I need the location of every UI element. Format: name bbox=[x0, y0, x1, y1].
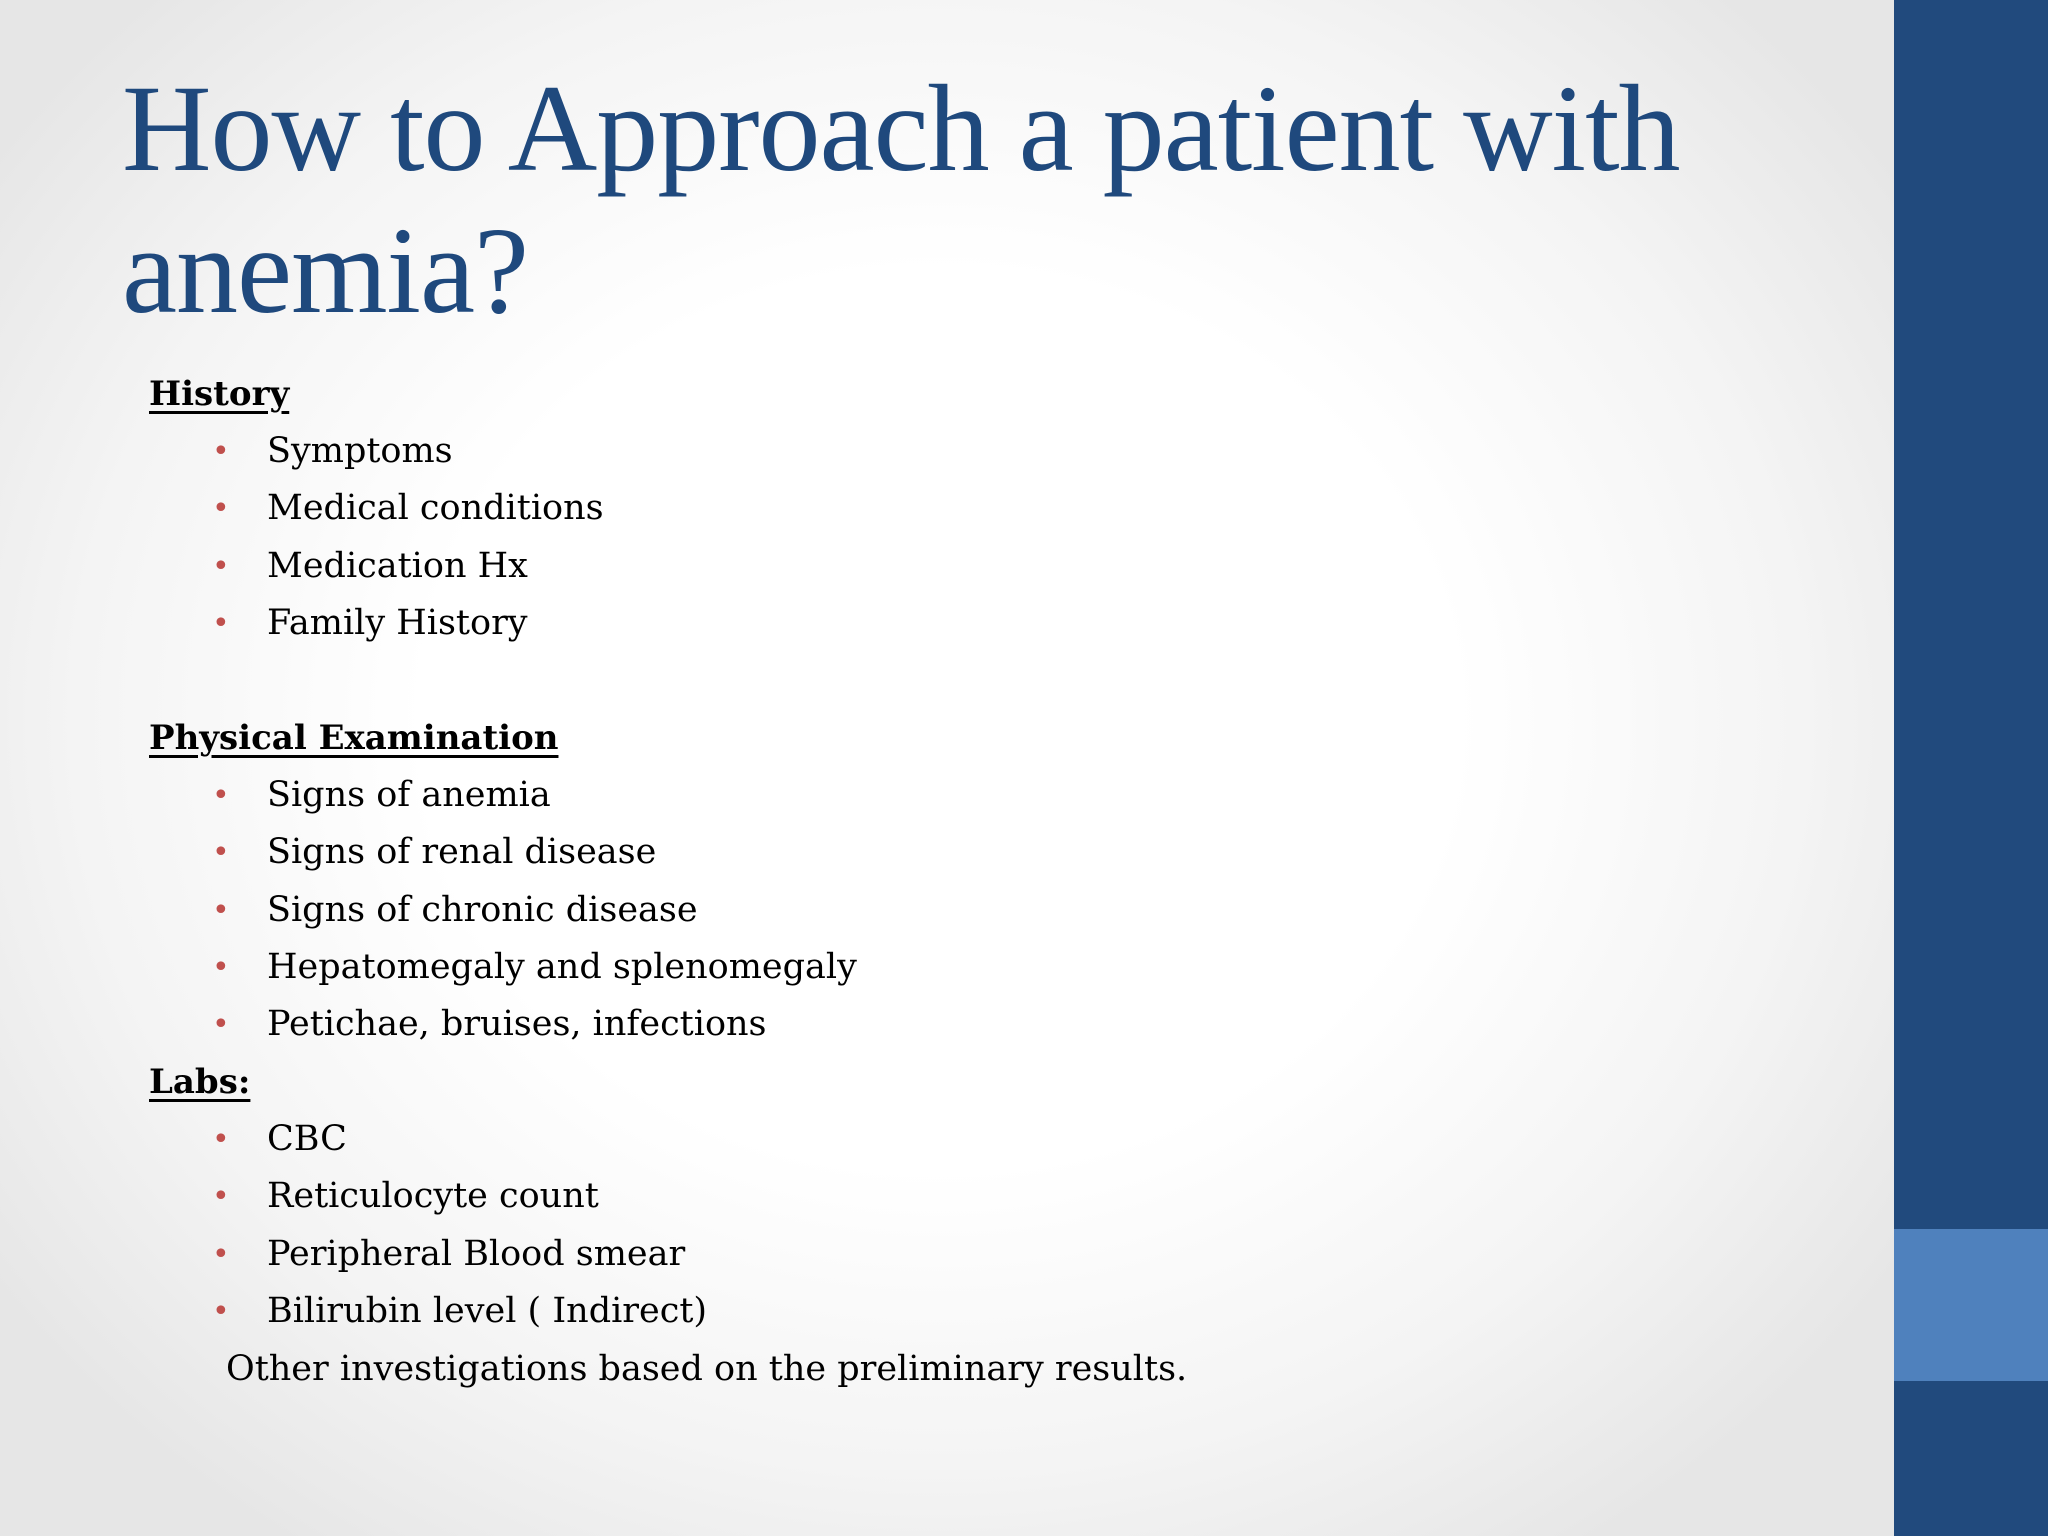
list-item-text: Family History bbox=[267, 602, 528, 643]
bullet-icon: • bbox=[212, 949, 230, 985]
list-item-text: Signs of anemia bbox=[267, 775, 551, 815]
bullet-icon: • bbox=[212, 1122, 230, 1157]
list-item-text: Peripheral Blood smear bbox=[267, 1233, 686, 1274]
sidebar-accent-block bbox=[1894, 1229, 2048, 1381]
bullet-icon: • bbox=[212, 1236, 230, 1272]
bullet-icon: • bbox=[212, 1179, 230, 1215]
bullet-icon: • bbox=[212, 491, 230, 527]
list-item-text: Signs of chronic disease bbox=[267, 889, 698, 930]
labs-heading: Labs: bbox=[149, 1062, 251, 1102]
list-item-text: Medication Hx bbox=[267, 545, 528, 586]
list-item-text: Medical conditions bbox=[267, 488, 604, 529]
bullet-icon: • bbox=[212, 605, 230, 641]
bullet-icon: • bbox=[212, 548, 230, 584]
slide-title: How to Approach a patient with anemia? bbox=[122, 60, 1680, 339]
bullet-icon: • bbox=[212, 434, 230, 469]
list-item-text: Hepatomegaly and splenomegaly bbox=[267, 946, 857, 987]
list-item-text: Signs of renal disease bbox=[267, 832, 657, 873]
bullet-icon: • bbox=[212, 1007, 230, 1043]
bullet-icon: • bbox=[212, 1293, 230, 1329]
list-item-text: Reticulocyte count bbox=[267, 1176, 599, 1217]
physical-examination-heading: Physical Examination bbox=[149, 718, 559, 758]
list-item-text: Petichae, bruises, infections bbox=[267, 1004, 767, 1045]
bullet-icon: • bbox=[212, 835, 230, 871]
bullet-icon: • bbox=[212, 892, 230, 928]
list-item-text: Symptoms bbox=[267, 431, 453, 471]
history-heading: History bbox=[149, 374, 290, 414]
list-item-text: CBC bbox=[267, 1119, 347, 1159]
closing-note: Other investigations based on the preliminary results. bbox=[226, 1349, 1188, 1389]
list-item-text: Bilirubin level ( Indirect) bbox=[267, 1290, 708, 1331]
bullet-icon: • bbox=[212, 778, 230, 813]
